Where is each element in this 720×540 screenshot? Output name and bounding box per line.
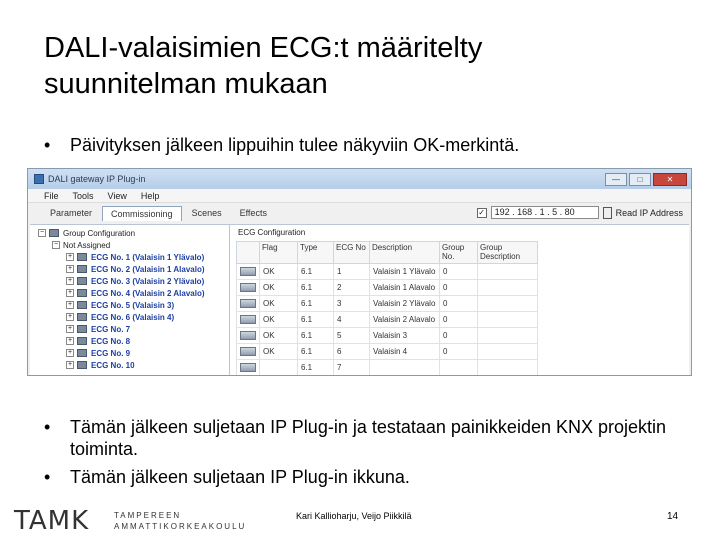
group-no-cell[interactable]: 0 xyxy=(440,264,478,280)
row-icon-cell xyxy=(237,360,260,376)
collapse-icon[interactable]: − xyxy=(53,241,59,248)
group-no-cell[interactable] xyxy=(440,360,478,376)
ecg-no-cell: 7 xyxy=(334,360,370,376)
folder-icon xyxy=(49,229,59,237)
expand-icon[interactable]: + xyxy=(67,337,73,344)
tab-commissioning[interactable]: Commissioning xyxy=(102,206,182,221)
row-icon-cell xyxy=(237,312,260,328)
column-header-flag[interactable]: Flag xyxy=(260,242,298,264)
tab-bar xyxy=(28,203,691,221)
tree-not-assigned-label: Not Assigned xyxy=(63,240,111,250)
description-cell[interactable] xyxy=(370,360,440,376)
group-description-cell xyxy=(478,344,538,360)
expand-icon[interactable]: + xyxy=(67,253,73,260)
tree-root[interactable] xyxy=(38,227,229,239)
group-description-cell xyxy=(478,296,538,312)
window-title: DALI gateway IP Plug-in xyxy=(48,174,146,184)
tree-ecg-label: ECG No. 8 xyxy=(91,336,131,346)
description-cell[interactable]: Valaisin 3 xyxy=(370,328,440,344)
description-cell[interactable]: Valaisin 2 Alavalo xyxy=(370,312,440,328)
flag-cell xyxy=(260,360,298,376)
ip-address-group xyxy=(477,206,683,219)
ecg-device-icon xyxy=(77,277,87,285)
minimize-button[interactable]: — xyxy=(605,173,627,186)
tree-ecg-item[interactable] xyxy=(38,287,229,299)
menu-file[interactable]: File xyxy=(44,190,59,201)
ecg-no-cell: 5 xyxy=(334,328,370,344)
ecg-no-cell: 3 xyxy=(334,296,370,312)
bullet-symbol: • xyxy=(44,417,51,437)
footer-authors: Kari Kallioharju, Veijo Piikkilä xyxy=(296,511,412,521)
window-controls xyxy=(605,173,687,186)
ecg-device-icon xyxy=(240,363,256,372)
tree-ecg-item[interactable] xyxy=(38,335,229,347)
slide-title-line-2: suunnitelman mukaan xyxy=(44,68,328,100)
ecg-configuration-heading: ECG Configuration xyxy=(238,228,306,237)
group-no-cell[interactable]: 0 xyxy=(440,328,478,344)
group-description-cell xyxy=(478,360,538,376)
bullet-bottom-2 xyxy=(44,466,670,488)
tree-ecg-label: ECG No. 7 xyxy=(91,324,131,334)
menu-bar xyxy=(28,189,691,203)
expand-icon[interactable]: + xyxy=(67,265,73,272)
expand-icon[interactable]: + xyxy=(67,313,73,320)
ip-address-field[interactable]: 192 . 168 . 1 . 5 . 80 xyxy=(491,206,599,219)
expand-icon[interactable]: + xyxy=(67,277,73,284)
table-row[interactable] xyxy=(237,280,538,296)
tab-scenes[interactable]: Scenes xyxy=(191,208,222,218)
ecg-device-icon xyxy=(77,361,87,369)
maximize-button[interactable]: □ xyxy=(629,173,651,186)
flag-cell: OK xyxy=(260,312,298,328)
group-description-cell xyxy=(478,264,538,280)
ecg-device-icon xyxy=(77,289,87,297)
tree-ecg-item[interactable] xyxy=(38,347,229,359)
type-cell: 6.1 xyxy=(298,328,334,344)
expand-icon[interactable]: + xyxy=(67,289,73,296)
logo-line-1: TAMPEREEN xyxy=(114,511,182,520)
table-row[interactable] xyxy=(237,328,538,344)
collapse-icon[interactable]: − xyxy=(39,229,45,236)
logo-mark: TAMK xyxy=(14,506,90,536)
description-cell[interactable]: Valaisin 2 Ylävalo xyxy=(370,296,440,312)
column-header-group-description[interactable]: Group Description xyxy=(478,242,538,264)
flag-cell: OK xyxy=(260,296,298,312)
bullet-text: Tämän jälkeen suljetaan IP Plug-in ikkuna. xyxy=(70,467,410,487)
type-cell: 6.1 xyxy=(298,264,334,280)
ecg-device-icon xyxy=(77,337,87,345)
menu-tools[interactable]: Tools xyxy=(72,190,94,201)
row-icon-cell xyxy=(237,280,260,296)
tree-ecg-item[interactable] xyxy=(38,263,229,275)
group-description-cell xyxy=(478,280,538,296)
slide-title-line-1: DALI-valaisimien ECG:t määritelty xyxy=(44,32,483,64)
row-icon-cell xyxy=(237,328,260,344)
tab-effects[interactable]: Effects xyxy=(239,208,267,218)
ecg-device-icon xyxy=(77,265,87,273)
plugin-window-screenshot xyxy=(27,168,692,376)
app-icon xyxy=(34,174,44,184)
description-cell[interactable]: Valaisin 4 xyxy=(370,344,440,360)
description-cell[interactable]: Valaisin 1 Alavalo xyxy=(370,280,440,296)
tree-ecg-label: ECG No. 9 xyxy=(91,348,131,358)
bullet-text: Tämän jälkeen suljetaan IP Plug-in ja testataan painikkeiden KNX projektin toiminta. xyxy=(70,417,667,459)
read-ip-icon xyxy=(603,207,612,219)
tree-ecg-label: ECG No. 6 (Valaisin 4) xyxy=(91,312,175,322)
row-icon-cell xyxy=(237,264,260,280)
tree-ecg-item[interactable] xyxy=(38,359,229,371)
tree-ecg-label: ECG No. 1 (Valaisin 1 Ylävalo) xyxy=(91,252,205,262)
group-no-cell[interactable]: 0 xyxy=(440,280,478,296)
ecg-no-cell: 4 xyxy=(334,312,370,328)
bullet-symbol: • xyxy=(44,467,51,487)
table-row[interactable] xyxy=(237,360,538,376)
close-button[interactable]: ✕ xyxy=(653,173,687,186)
tree-root-label: Group Configuration xyxy=(63,228,136,238)
tree-ecg-label: ECG No. 10 xyxy=(91,360,135,370)
flag-cell: OK xyxy=(260,264,298,280)
flag-cell: OK xyxy=(260,328,298,344)
tamk-logo xyxy=(14,506,246,536)
ecg-no-cell: 6 xyxy=(334,344,370,360)
bullet-symbol: • xyxy=(44,135,51,155)
expand-icon[interactable]: + xyxy=(67,361,73,368)
ecg-configuration-panel xyxy=(230,225,689,375)
page-number: 14 xyxy=(667,511,679,522)
row-icon-cell xyxy=(237,344,260,360)
logo-line-2: AMMATTIKORKEAKOULU xyxy=(114,522,247,531)
menu-view[interactable]: View xyxy=(107,190,127,201)
ecg-table xyxy=(236,241,538,376)
bullet-bottom-1 xyxy=(44,416,670,460)
ecg-no-cell: 1 xyxy=(334,264,370,280)
ecg-device-icon xyxy=(77,301,87,309)
ecg-device-icon xyxy=(240,283,256,292)
column-header-description[interactable]: Description xyxy=(370,242,440,264)
table-row[interactable] xyxy=(237,264,538,280)
tab-parameter[interactable]: Parameter xyxy=(50,208,93,218)
expand-icon[interactable]: + xyxy=(67,325,73,332)
group-description-cell xyxy=(478,312,538,328)
tree-ecg-item[interactable] xyxy=(38,311,229,323)
column-header-ecg-no[interactable]: ECG No xyxy=(334,242,370,264)
ecg-device-icon xyxy=(240,315,256,324)
table-row[interactable] xyxy=(237,312,538,328)
logo-text xyxy=(114,510,246,532)
ecg-device-icon xyxy=(240,299,256,308)
expand-icon[interactable]: + xyxy=(67,301,73,308)
ecg-device-icon xyxy=(240,347,256,356)
tree-ecg-label: ECG No. 3 (Valaisin 2 Ylävalo) xyxy=(91,276,205,286)
ecg-device-icon xyxy=(77,253,87,261)
slide-title xyxy=(44,30,684,102)
type-cell: 6.1 xyxy=(298,344,334,360)
ecg-device-icon xyxy=(77,349,87,357)
ecg-device-icon xyxy=(240,331,256,340)
column-header-group-no[interactable]: Group No. xyxy=(440,242,478,264)
read-ip-address-button[interactable]: Read IP Address xyxy=(615,207,683,218)
ip-checkbox[interactable]: ✓ xyxy=(478,207,485,217)
ecg-device-icon xyxy=(77,325,87,333)
type-cell: 6.1 xyxy=(298,296,334,312)
expand-icon[interactable]: + xyxy=(67,349,73,356)
ecg-device-icon xyxy=(240,267,256,276)
tree-not-assigned[interactable] xyxy=(38,239,229,251)
bullet-text: Päivityksen jälkeen lippuihin tulee näkyviin OK-merkintä. xyxy=(70,135,520,155)
column-header-type[interactable]: Type xyxy=(298,242,334,264)
flag-cell: OK xyxy=(260,280,298,296)
type-cell: 6.1 xyxy=(298,360,334,376)
window-content xyxy=(30,224,689,375)
window-titlebar xyxy=(28,169,691,189)
tree-ecg-item[interactable] xyxy=(38,275,229,287)
bullet-top-1 xyxy=(44,134,670,156)
type-cell: 6.1 xyxy=(298,280,334,296)
group-description-cell xyxy=(478,328,538,344)
table-row[interactable] xyxy=(237,344,538,360)
ecg-no-cell: 2 xyxy=(334,280,370,296)
type-cell: 6.1 xyxy=(298,312,334,328)
tree-ecg-label: ECG No. 4 (Valaisin 2 Alavalo) xyxy=(91,288,205,298)
tree-ecg-label: ECG No. 2 (Valaisin 1 Alavalo) xyxy=(91,264,205,274)
group-no-cell[interactable]: 0 xyxy=(440,296,478,312)
column-header xyxy=(237,242,260,264)
description-cell[interactable]: Valaisin 1 Ylävalo xyxy=(370,264,440,280)
flag-cell: OK xyxy=(260,344,298,360)
tree-ecg-label: ECG No. 5 (Valaisin 3) xyxy=(91,300,175,310)
tree-ecg-item[interactable] xyxy=(38,299,229,311)
table-row[interactable] xyxy=(237,296,538,312)
group-no-cell[interactable]: 0 xyxy=(440,312,478,328)
tree-ecg-item[interactable] xyxy=(38,251,229,263)
row-icon-cell xyxy=(237,296,260,312)
menu-help[interactable]: Help xyxy=(140,190,160,201)
ecg-device-icon xyxy=(77,313,87,321)
group-tree xyxy=(30,225,230,375)
tree-ecg-item[interactable] xyxy=(38,323,229,335)
group-no-cell[interactable]: 0 xyxy=(440,344,478,360)
